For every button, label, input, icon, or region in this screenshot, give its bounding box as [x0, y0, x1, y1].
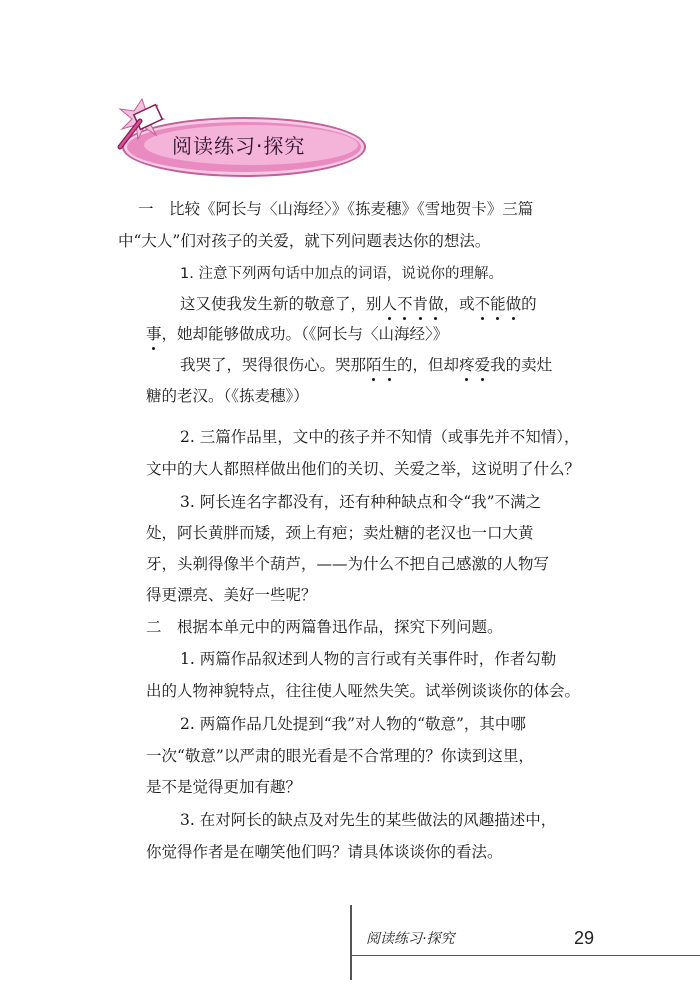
- dotted-char: 爱: [474, 356, 491, 374]
- quote2-line1: [180, 358, 552, 374]
- quote1-dotted-char: 事: [146, 325, 162, 343]
- exercise2-q2-line3: 是不是觉得更加有趣？: [146, 778, 302, 796]
- quote2-dotted-words-2: [459, 356, 490, 374]
- footer-section-label: 阅读练习·探究: [366, 931, 455, 947]
- quote1-line2: [146, 327, 448, 343]
- dotted-char: 肯: [412, 295, 429, 313]
- exercise1-q2-line2: 文中的大人都照样做出他们的关切、关爱之举，这说明了什么？: [146, 460, 581, 478]
- quote1-line2-rest: ，她却能够做成功。（《阿长与〈山海经〉》: [161, 325, 449, 343]
- dotted-char: 做: [428, 295, 444, 313]
- quote2-text-a: 我哭了，哭得很伤心。哭那: [180, 356, 367, 374]
- page-number: 29: [574, 928, 595, 948]
- quote1-text-c: 的: [521, 295, 537, 313]
- section-title: 阅读练习·探究: [172, 134, 306, 158]
- exercise2-q3-line1: 3. 在对阿长的缺点及对先生的某些做法的风趣描述中，: [180, 811, 557, 829]
- dotted-char: 不: [397, 295, 413, 313]
- exercise1-q3-line3: 牙，头剃得像半个葫芦，——为什么不把自己感激的人物写: [146, 555, 550, 573]
- exercise2-q3-line2: 你觉得作者是在嘲笑他们吗？请具体谈谈你的看法。: [146, 843, 503, 861]
- exercise1-intro-line2: 中“大人”们对孩子的关爱，就下列问题表达你的想法。: [118, 232, 491, 250]
- quote1-dotted-words-2: [475, 295, 522, 313]
- quote1-dotted-words: [382, 295, 444, 313]
- exercise2-intro: 二 根据本单元中的两篇鲁迅作品，探究下列问题。: [146, 618, 503, 636]
- dotted-char: 能: [490, 295, 506, 313]
- exercise1-q3-line2: 处，阿长黄胖而矮，颈上有疤；卖灶糖的老汉也一口大黄: [146, 524, 534, 542]
- dotted-char: 做: [505, 295, 522, 313]
- quote2-line2: 糖的老汉。（《拣麦穗》）: [146, 387, 309, 405]
- quote1-text-a: 这又使我发生新的敬意了，别: [180, 295, 382, 313]
- quote2-text-b: 的，但却: [397, 356, 460, 374]
- quote2-dotted-words: [366, 356, 397, 374]
- exercise1-q1: 1. 注意下列两句话中加点的词语，说说你的理解。: [180, 266, 503, 282]
- dotted-char: 人: [381, 295, 398, 313]
- quote1-text-b: ，或: [443, 295, 475, 313]
- dotted-char: 疼: [459, 356, 475, 374]
- footer-vertical-divider: [350, 905, 352, 980]
- section-header-badge: [112, 95, 372, 175]
- exercise1-q3-line1: 3. 阿长连名字都没有，还有种种缺点和令“我”不满之: [180, 493, 542, 511]
- dotted-char: 不: [474, 295, 491, 313]
- pencil-card-icon: [112, 95, 172, 155]
- exercise2-q1-line2: 出的人物神貌特点，往往使人哑然失笑。试举例谈谈你的体会。: [146, 682, 581, 700]
- exercise2-q2-line1: 2. 两篇作品几处提到“我”对人物的“敬意”，其中哪: [180, 715, 526, 733]
- exercise2-q1-line1: 1. 两篇作品叙述到人物的言行或有关事件时，作者勾勒: [180, 650, 557, 668]
- dotted-char: 生: [381, 356, 398, 374]
- exercise2-q2-line2: 一次“敬意”以严肃的眼光看是不合常理的？你读到这里，: [146, 747, 534, 765]
- quote2-text-c: 我的卖灶: [490, 356, 553, 374]
- dotted-char: 陌: [366, 356, 382, 374]
- exercise1-intro-line1: 一 比较《阿长与〈山海经〉》《拣麦穗》《雪地贺卡》三篇: [138, 200, 534, 218]
- exercise1-q3-line4: 得更漂亮、美好一些呢？: [146, 586, 317, 604]
- footer-horizontal-divider: [350, 955, 700, 956]
- exercise1-q2-line1: 2. 三篇作品里，文中的孩子并不知情（或事先并不知情），: [180, 428, 580, 446]
- quote1-line1: [180, 297, 537, 313]
